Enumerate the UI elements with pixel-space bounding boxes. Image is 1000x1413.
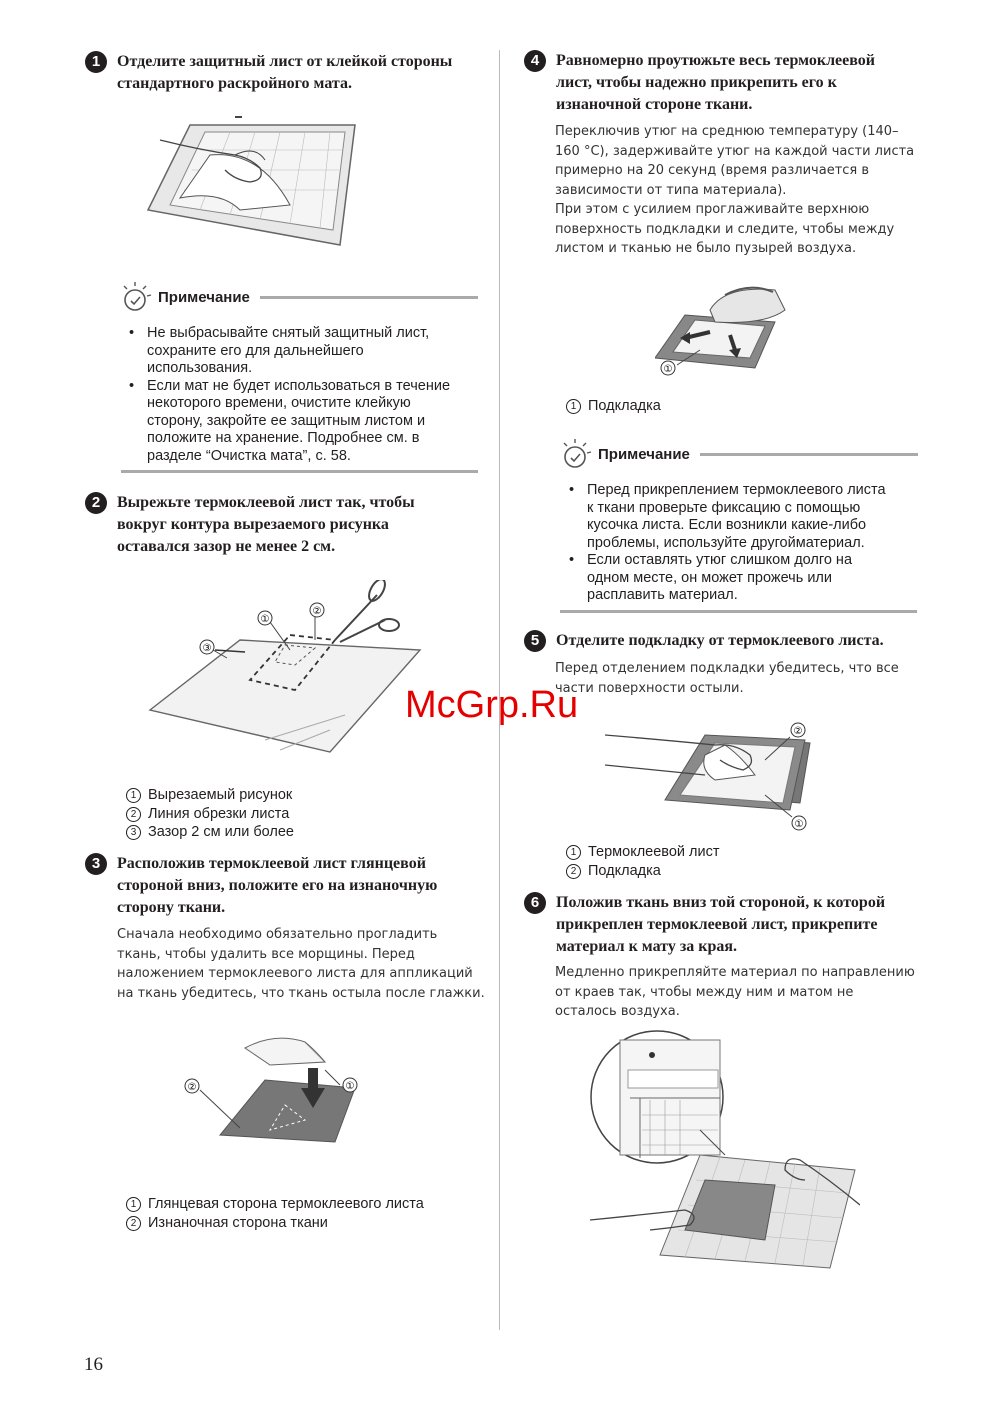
iron-illustration bbox=[655, 280, 795, 380]
note-rule bbox=[700, 453, 918, 456]
note-2-end-rule bbox=[560, 610, 917, 613]
callout-1: ① bbox=[260, 614, 270, 625]
legend-item: 1 Подкладка bbox=[566, 397, 661, 416]
callout-1: ① bbox=[345, 1081, 355, 1092]
step-3-number: 3 bbox=[85, 853, 107, 875]
step-3-legend bbox=[126, 1195, 424, 1232]
attach-fabric-illustration bbox=[590, 1030, 860, 1270]
note-title: Примечание bbox=[158, 288, 250, 306]
legend-item: 1 Вырезаемый рисунок bbox=[126, 786, 294, 805]
note-1-item: • Не выбрасывайте снятый защитный лист, сохраните его для дальнейшего использования. bbox=[125, 325, 485, 378]
note-1-end-rule bbox=[121, 470, 478, 473]
note-icon bbox=[560, 437, 594, 471]
step-6-number: 6 bbox=[524, 892, 546, 914]
callout-3: ③ bbox=[202, 643, 212, 654]
note-1-list bbox=[125, 325, 485, 465]
step-2-legend bbox=[126, 786, 294, 842]
callout-1: ① bbox=[794, 819, 804, 830]
note-2-item: • Перед прикреплением термоклеевого листа к ткани проверьте фиксацию с помощью кусочка листа. Если возникли какие-либо проблемы, используйте другойматериал. bbox=[565, 482, 925, 552]
step-5-number: 5 bbox=[524, 630, 546, 652]
step-6-title: Положив ткань вниз той стороной, к которой прикреплен термоклеевой лист, прикрепите материал к мату за края. bbox=[556, 894, 886, 955]
note-title: Примечание bbox=[598, 445, 690, 463]
watermark: McGrp.Ru bbox=[405, 684, 579, 726]
legend-item: 2 Изнаночная сторона ткани bbox=[126, 1214, 424, 1233]
note-rule bbox=[260, 296, 478, 299]
peel-mat-illustration bbox=[140, 110, 385, 250]
legend-item: 2 Линия обрезки листа bbox=[126, 805, 294, 824]
step-1-number: 1 bbox=[85, 51, 107, 73]
note-2-item: • Если оставлять утюг слишком долго на одном месте, он может прожечь или расплавить материал. bbox=[565, 552, 925, 605]
note-header-1 bbox=[120, 280, 478, 314]
step-4-title: Равномерно проутюжьте весь термоклеевой лист, чтобы надежно прикрепить его к изнаночной стороне ткани. bbox=[556, 52, 876, 113]
cut-sheet-illustration bbox=[145, 580, 425, 755]
note-2-list bbox=[565, 482, 925, 605]
step-4-body: Переключив утюг на среднюю температуру (140– 160 °C), задерживайте утюг на каждой части листа примерно на 20 секунд (время различается в зависимости от типа материала). При этом с усилием проглаживайте верхнюю поверхность подкладки и следите, чтобы между листом и тканью не было пузырей воздуха. bbox=[555, 124, 915, 256]
step-2-title: Вырежьте термоклеевой лист так, чтобы вокруг контура вырезаемого рисунка оставался зазор не менее 2 см. bbox=[117, 494, 415, 555]
legend-item: 2 Подкладка bbox=[566, 862, 719, 881]
callout-2: ② bbox=[793, 726, 803, 737]
step-3-body: Сначала необходимо обязательно прогладить ткань, чтобы удалить все морщины. Перед наложением термоклеевого листа для аппликаций на ткань убедитесь, что ткань остыла после глажки. bbox=[117, 927, 485, 1001]
legend-item: 3 Зазор 2 см или более bbox=[126, 823, 294, 842]
note-1-item: • Если мат не будет использоваться в течение некоторого времени, очистите клейкую сторону, закройте ее защитным листом и положите на хранение. Подробнее см. в разделе “Очистка мата”, с. 58. bbox=[125, 378, 485, 466]
page-number: 16 bbox=[84, 1354, 103, 1375]
legend-item: 1 Глянцевая сторона термоклеевого листа bbox=[126, 1195, 424, 1214]
step-5-legend bbox=[566, 843, 719, 880]
step-6-body: Медленно прикрепляйте материал по направлению от краев так, чтобы между ним и матом не осталось воздуха. bbox=[555, 965, 915, 1019]
callout-1: ① bbox=[663, 364, 673, 375]
callout-2: ② bbox=[187, 1082, 197, 1093]
peel-backing-illustration bbox=[605, 715, 815, 835]
callout-2: ② bbox=[312, 606, 322, 617]
step-4-legend bbox=[566, 397, 661, 416]
note-header-2 bbox=[560, 437, 918, 471]
note-icon bbox=[120, 280, 154, 314]
place-sheet-illustration bbox=[175, 1030, 375, 1145]
step-5-title: Отделите подкладку от термоклеевого листа. bbox=[556, 632, 884, 649]
legend-item: 1 Термоклеевой лист bbox=[566, 843, 719, 862]
step-5-body: Перед отделением подкладки убедитесь, что все части поверхности остыли. bbox=[555, 661, 899, 696]
step-1-title: Отделите защитный лист от клейкой стороны стандартного раскройного мата. bbox=[117, 53, 453, 92]
step-4-number: 4 bbox=[524, 50, 546, 72]
step-2-number: 2 bbox=[85, 492, 107, 514]
step-3-title: Расположив термоклеевой лист глянцевой стороной вниз, положите его на изнаночную сторону ткани. bbox=[117, 855, 438, 916]
